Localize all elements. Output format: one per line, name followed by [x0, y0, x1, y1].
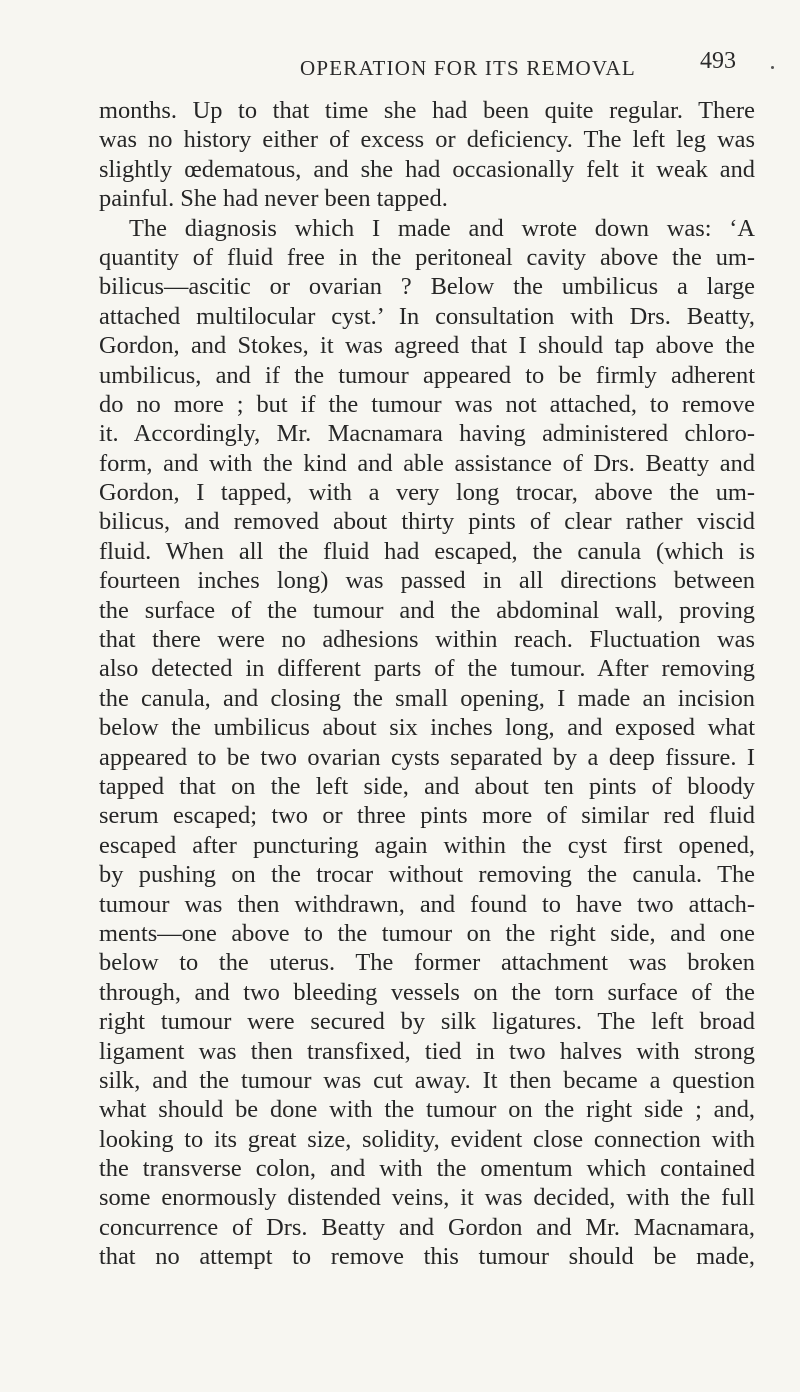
text-line: below the umbilicus about six inches long, and exposed what — [99, 714, 755, 742]
text-line: attached multilocular cyst.’ In consultation with Drs. Beatty, — [99, 302, 755, 330]
body-text — [99, 96, 755, 1272]
text-line: appeared to be two ovarian cysts separated by a deep fissure. I — [99, 743, 755, 771]
text-line: silk, and the tumour was cut away. It then became a question — [99, 1066, 755, 1094]
text-line: tapped that on the left side, and about ten pints of bloody — [99, 772, 755, 800]
text-line: was no history either of excess or deficiency. The left leg was — [99, 126, 755, 154]
text-line: painful. She had never been tapped. — [99, 185, 448, 213]
text-line: also detected in different parts of the tumour. After removing — [99, 655, 755, 683]
page-number: 493 — [700, 48, 736, 74]
text-line: bilicus—ascitic or ovarian ? Below the umbilicus a large — [99, 273, 755, 301]
text-line: tumour was then withdrawn, and found to have two attach- — [99, 890, 755, 918]
text-line: quantity of fluid free in the peritoneal cavity above the um- — [99, 243, 755, 271]
text-line: form, and with the kind and able assistance of Drs. Beatty and — [99, 449, 755, 477]
text-line: ments—one above to the tumour on the right side, and one — [99, 919, 755, 947]
text-line: it. Accordingly, Mr. Macnamara having administered chloro- — [99, 420, 755, 448]
text-line: through, and two bleeding vessels on the torn surface of the — [99, 978, 755, 1006]
text-line: right tumour were secured by silk ligatures. The left broad — [99, 1008, 755, 1036]
running-head-title: OPERATION FOR ITS REMOVAL — [300, 56, 636, 80]
text-line: bilicus, and removed about thirty pints of clear rather viscid — [99, 508, 755, 536]
text-line: some enormously distended veins, it was decided, with the full — [99, 1184, 755, 1212]
text-line: that no attempt to remove this tumour should be made, — [99, 1243, 755, 1271]
scan-speck — [771, 66, 774, 69]
text-line: Gordon, I tapped, with a very long trocar, above the um- — [99, 479, 755, 507]
text-line: months. Up to that time she had been quite regular. There — [99, 97, 755, 124]
text-line: The diagnosis which I made and wrote down was: ‘A — [129, 214, 755, 242]
text-line: slightly œdematous, and she had occasionally felt it weak and — [99, 155, 755, 183]
text-line: serum escaped; two or three pints more of similar red fluid — [99, 802, 755, 830]
text-line: the canula, and closing the small opening, I made an incision — [99, 684, 755, 712]
text-line: Gordon, and Stokes, it was agreed that I should tap above the — [99, 332, 755, 360]
text-line: looking to its great size, solidity, evident close connection with — [99, 1125, 755, 1153]
text-line: fluid. When all the fluid had escaped, the canula (which is — [99, 537, 755, 565]
text-line: what should be done with the tumour on the right side ; and, — [99, 1096, 755, 1124]
text-line: umbilicus, and if the tumour appeared to be firmly adherent — [99, 361, 755, 389]
text-line: by pushing on the trocar without removing the canula. The — [99, 861, 755, 889]
text-line: ligament was then transfixed, tied in two halves with strong — [99, 1037, 755, 1065]
text-line: the transverse colon, and with the omentum which contained — [99, 1155, 755, 1183]
text-line: that there were no adhesions within reach. Fluctuation was — [99, 626, 755, 654]
running-head — [0, 44, 800, 84]
text-line: fourteen inches long) was passed in all directions between — [99, 567, 755, 595]
text-line: below to the uterus. The former attachment was broken — [99, 949, 755, 977]
text-line: escaped after puncturing again within the cyst first opened, — [99, 831, 755, 859]
text-line: concurrence of Drs. Beatty and Gordon and Mr. Macnamara, — [99, 1213, 755, 1241]
text-line: the surface of the tumour and the abdominal wall, proving — [99, 596, 755, 624]
text-line: do no more ; but if the tumour was not attached, to remove — [99, 390, 755, 418]
